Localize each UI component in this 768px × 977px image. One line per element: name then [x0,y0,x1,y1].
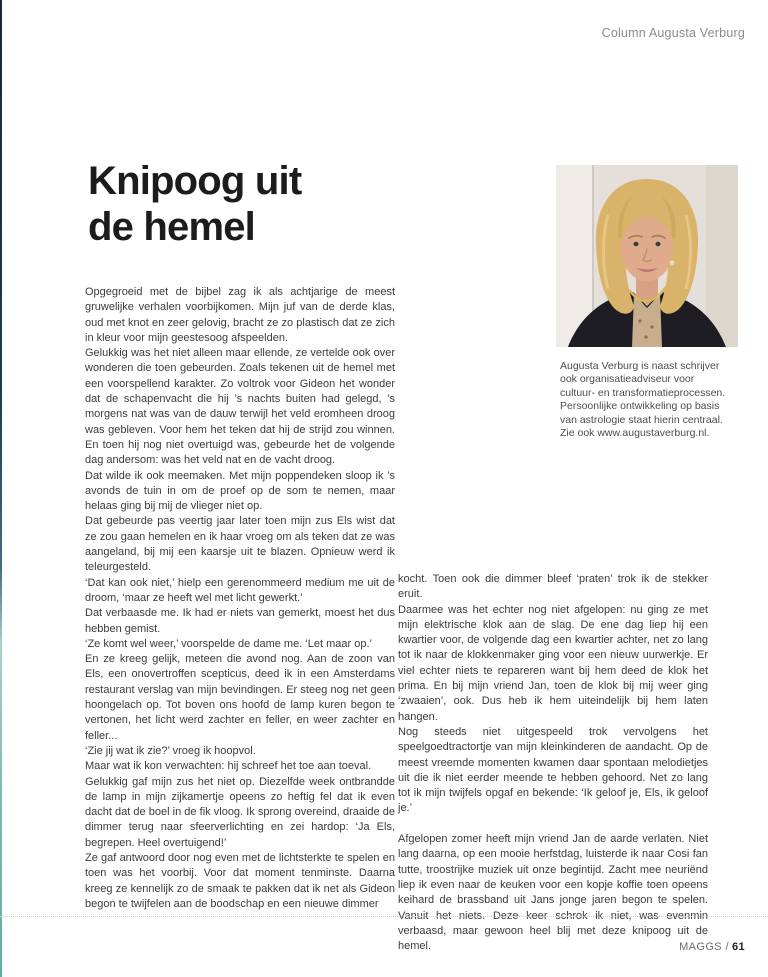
photo-caption [560,360,745,440]
article-left-column [85,285,395,912]
article-paragraph: Dat gebeurde pas veertig jaar later toen mijn zus Els wist dat ze zou gaan hemelen en ik haar vroeg om als teken dat ze was aangeland, bij mij een kaarsje uit te blazen. Opnieuw werd ik teleurgesteld. [85,515,395,574]
page-title-line-2: de hemel [88,205,255,249]
photo-caption-line: Augusta Verburg is naast schrijver [560,360,720,372]
article-paragraph: Afgelopen zomer heeft mijn vriend Jan de aarde verlaten. Niet lang daarna, op een mooie herfstdag, luisterde ik naar Cosi fan tutte, troostrijke muziek uit onze begintijd. Zacht mee neuriënd liep ik even naar de keuken voor een kopje koffie toen opeens keihard de brassband uit Jans jonge jaren begon te spelen. Vanuit het niets. Deze keer schrok ik niet, was evenmin verbaasd, maar gewoon heel blij met deze knipoog uit de hemel. [398,833,708,953]
article-right-column [398,572,708,954]
scan-edge-artifact [0,0,2,977]
article-paragraph: ‘Dat kan ook niet,’ hielp een gerenommeerd medium me uit de droom, ‘maar ze heeft wel met licht gewerkt.’ [85,576,395,604]
article-paragraph: Nog steeds niet uitgespeeld trok vervolgens het speelgoedtractortje van mijn kleinkinderen de aandacht. Op de meest vreemde momenten kwamen daar spontaan melodietjes uit die ik niet eerder meende te hebben gehoord. Net zo lang tot ik mijn twijfels opgaf en bekende: ‘Ik geloof je, Els, ik geloof je.’ [398,725,708,815]
article-paragraph: ‘Zie jij wat ik zie?’ vroeg ik hoopvol. [85,744,256,757]
page-title [88,158,301,250]
article-paragraph: Gelukkig was het niet alleen maar ellende, ze vertelde ook over wonderen die toen gebeurden. Zoals tekenen uit de hemel met een voorspellend karakter. Zo voltrok voor Gideon het wonder dat de schapenvacht die hij ’s nachts buiten had gelegd, ’s morgens nat was van de dauw terwijl het veld eromheen droog was gebleven. Voor hem het teken dat hij de strijd zou winnen. En toen hij nog niet overtuigd was, gebeurde het de volgende dag andersom: was het veld nat en de vacht droog. [85,347,395,467]
article-paragraph: Ze gaf antwoord door nog even met de lichtsterkte te spelen en toen was het voorbij. Voor dat moment tenminste. Daarna kreeg ze kennelijk zo de smaak te pakken dat ik net als Gideon begon te twijfelen aan de boodschap en een nieuwe dimmer [85,851,395,910]
earring [669,260,675,266]
article-paragraph: Dat wilde ik ook meemaken. Met mijn poppendeken sloop ik ’s avonds de tuin in om de proef op de som te nemen, maar helaas ging bij mij de vlieger niet op. [85,469,395,513]
eye-right [655,242,660,246]
photo-caption-line: Persoonlijke ontwikkeling op basis [560,400,720,413]
page-number: 61 [731,941,745,953]
article-paragraph: Maar wat ik kon verwachten: hij schreef het toe aan toeval. [85,760,372,773]
photo-caption-line: cultuur- en transformatieprocessen. [560,386,726,399]
article-paragraph: Dat verbaasde me. Ik had er niets van gemerkt, moest het dus hebben gemist. [85,607,395,635]
photo-caption-line: van astrologie staat hierin centraal. [560,413,723,426]
photo-caption-line: Zie ook www.augustaverburg.nl. [560,427,710,440]
footer-folio [679,941,745,953]
article-paragraph: Gelukkig gaf mijn zus het niet op. Diezelfde week ontbrandde de lamp in mijn zijkamertje opeens zo heftig fel dat ik even dacht dat de boel in de fik vloog. Ik sprong overeind, draaide de dimmer terug naar sfeerverlichting en zei hardop: ‘Ja Els, begrepen. Heel overtuigend!’ [85,775,395,849]
eye-left [633,242,638,246]
article-paragraph: En ze kreeg gelijk, meteen die avond nog. Aan de zoon van Els, een onovertroffen scepticus, deed ik in een Amsterdams restaurant verslag van mijn bevindingen. Er steeg nog net geen hoongelach op. Tot boven ons hoofd de lamp kuren begon te vertonen, het licht werd zachter en feller, en weer zachter en feller... [85,653,395,742]
page-title-line-1: Knipoog uit [88,159,302,203]
article-paragraph: Opgegroeid met de bijbel zag ik als achtjarige de meest gruwelijke verhalen voorbijkomen. Mijn juf van de derde klas, oud met knot en zeer gelovig, bracht ze zo plastisch dat ze zich in kleur voor mijn geestesoog afspeelden. [85,286,395,344]
article-paragraph: ‘Ze komt wel weer,’ voorspelde de dame me. ‘Let maar op.’ [85,637,372,650]
footer-divider [0,916,768,917]
photo-caption-line: ook organisatieadviseur voor [560,373,695,386]
author-portrait-photo [556,165,738,347]
article-paragraph: Daarmee was het echter nog niet afgelopen: nu ging ze met mijn elektrische klok aan de slag. De ene dag liep hij een kwartier voor, de volgende dag een kwartier achter, net zo lang tot ik naar de klokkenmaker ging voor een nieuw uurwerkje. Er viel echter niets te repareren want bij hem deed de klok het prima. En bij mijn vriend Jan, toen de klok bij mij weer ging ‘zwaaien’, ook. Dus heb ik hem uiteindelijk bij hem laten hangen. [398,603,708,723]
article-paragraph: kocht. Toen ook die dimmer bleef ‘praten’ trok ik de stekker eruit. [398,573,708,601]
magazine-name: MAGGS / [679,941,729,953]
column-kicker: Column Augusta Verburg [601,26,745,40]
